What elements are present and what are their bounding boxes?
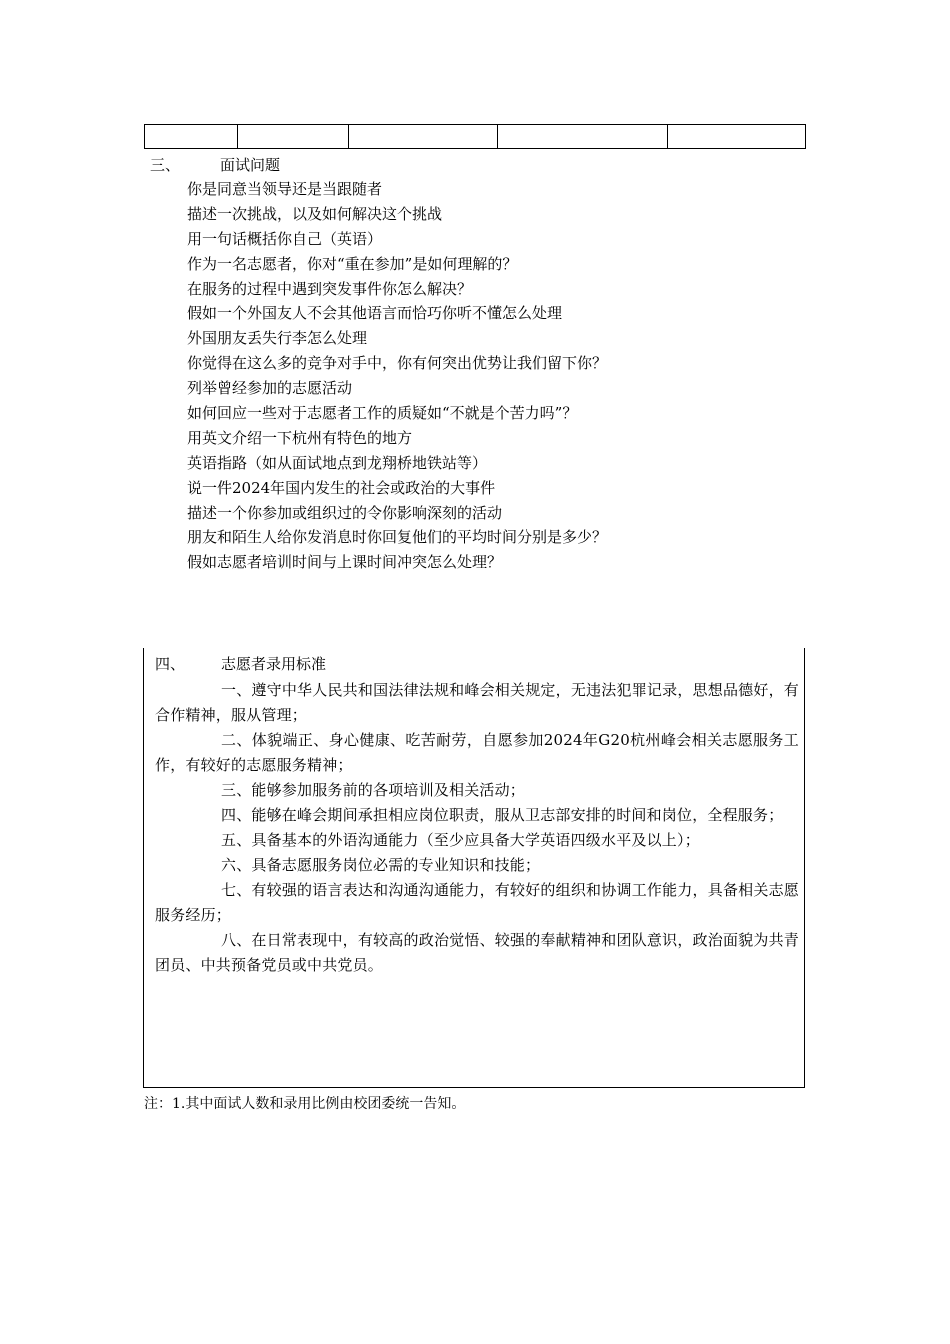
section-number: 四、: [155, 655, 186, 673]
list-item: 你觉得在这么多的竞争对手中，你有何突出优势让我们留下你？: [187, 354, 608, 373]
table-cell: [668, 125, 806, 149]
list-item: 假如志愿者培训时间与上课时间冲突怎么处理？: [187, 553, 503, 572]
footnote: 注：1.其中面试人数和录用比例由校团委统一告知。: [144, 1096, 466, 1112]
list-item: 描述一个你参加或组织过的令你影响深刻的活动: [187, 503, 503, 522]
section-number: 三、: [150, 156, 181, 174]
criteria-item: 一、遵守中华人民共和国法律法规和峰会相关规定，无违法犯罪记录，思想品德好，有合作精神，服从管理；: [155, 681, 799, 724]
list-item: 作为一名志愿者，你对“重在参加”是如何理解的？: [187, 254, 518, 273]
section-title: 面试问题: [220, 156, 281, 174]
table-cell: [238, 125, 349, 149]
list-item: 如何回应一些对于志愿者工作的质疑如“不就是个苦力吗”？: [187, 404, 578, 423]
criteria-item: 四、能够在峰会期间承担相应岗位职责，服从卫志部安排的时间和岗位，全程服务；: [221, 806, 784, 824]
list-item: 用英文介绍一下杭州有特色的地方: [187, 428, 413, 447]
table-cell: [498, 125, 668, 149]
list-item: 你是同意当领导还是当跟随者: [187, 180, 383, 198]
list-item: 英语指路（如从面试地点到龙翔桥地铁站等）: [187, 453, 488, 472]
list-item: 在服务的过程中遇到突发事件你怎么解决？: [187, 279, 473, 298]
list-item: 假如一个外国友人不会其他语言而恰巧你听不懂怎么处理: [187, 304, 563, 323]
list-item: 列举曾经参加的志愿活动: [187, 379, 353, 398]
interview-questions-section: [150, 153, 810, 575]
table-cell: [349, 125, 498, 149]
section-heading: [150, 153, 810, 177]
top-table-fragment: [144, 124, 806, 149]
criteria-item: 三、能够参加服务前的各项培训及相关活动；: [221, 781, 526, 799]
criteria-item: 二、体貌端正、身心健康、吃苦耐劳，自愿参加2024年G20杭州峰会相关志愿服务工作，有较好的志愿服务精神；: [155, 731, 799, 774]
criteria-item: 六、具备志愿服务岗位必需的专业知识和技能；: [221, 856, 541, 874]
table-row: [145, 125, 806, 149]
list-item: 描述一次挑战，以及如何解决这个挑战: [187, 204, 443, 223]
recruitment-criteria-box: [143, 648, 805, 1088]
list-item: 说一件2024年国内发生的社会或政治的大事件: [187, 478, 496, 497]
criteria-list: [155, 678, 799, 978]
criteria-item: 八、在日常表现中，有较高的政治觉悟、较强的奉献精神和团队意识，政治面貌为共青团员、中共预备党员或中共党员。: [155, 931, 799, 974]
criteria-item: 七、有较强的语言表达和沟通沟通能力，有较好的组织和协调工作能力，具备相关志愿服务经历；: [155, 881, 799, 924]
list-item: 朋友和陌生人给你发消息时你回复他们的平均时间分别是多少？: [187, 528, 608, 547]
list-item: 用一句话概括你自己（英语）: [187, 229, 383, 248]
section-heading: [155, 651, 326, 677]
criteria-item: 五、具备基本的外语沟通能力（至少应具备大学英语四级水平及以上）；: [221, 831, 700, 849]
section-title: 志愿者录用标准: [221, 655, 327, 673]
question-list: [150, 177, 810, 575]
list-item: 外国朋友丢失行李怎么处理: [187, 329, 368, 348]
table-cell: [145, 125, 238, 149]
